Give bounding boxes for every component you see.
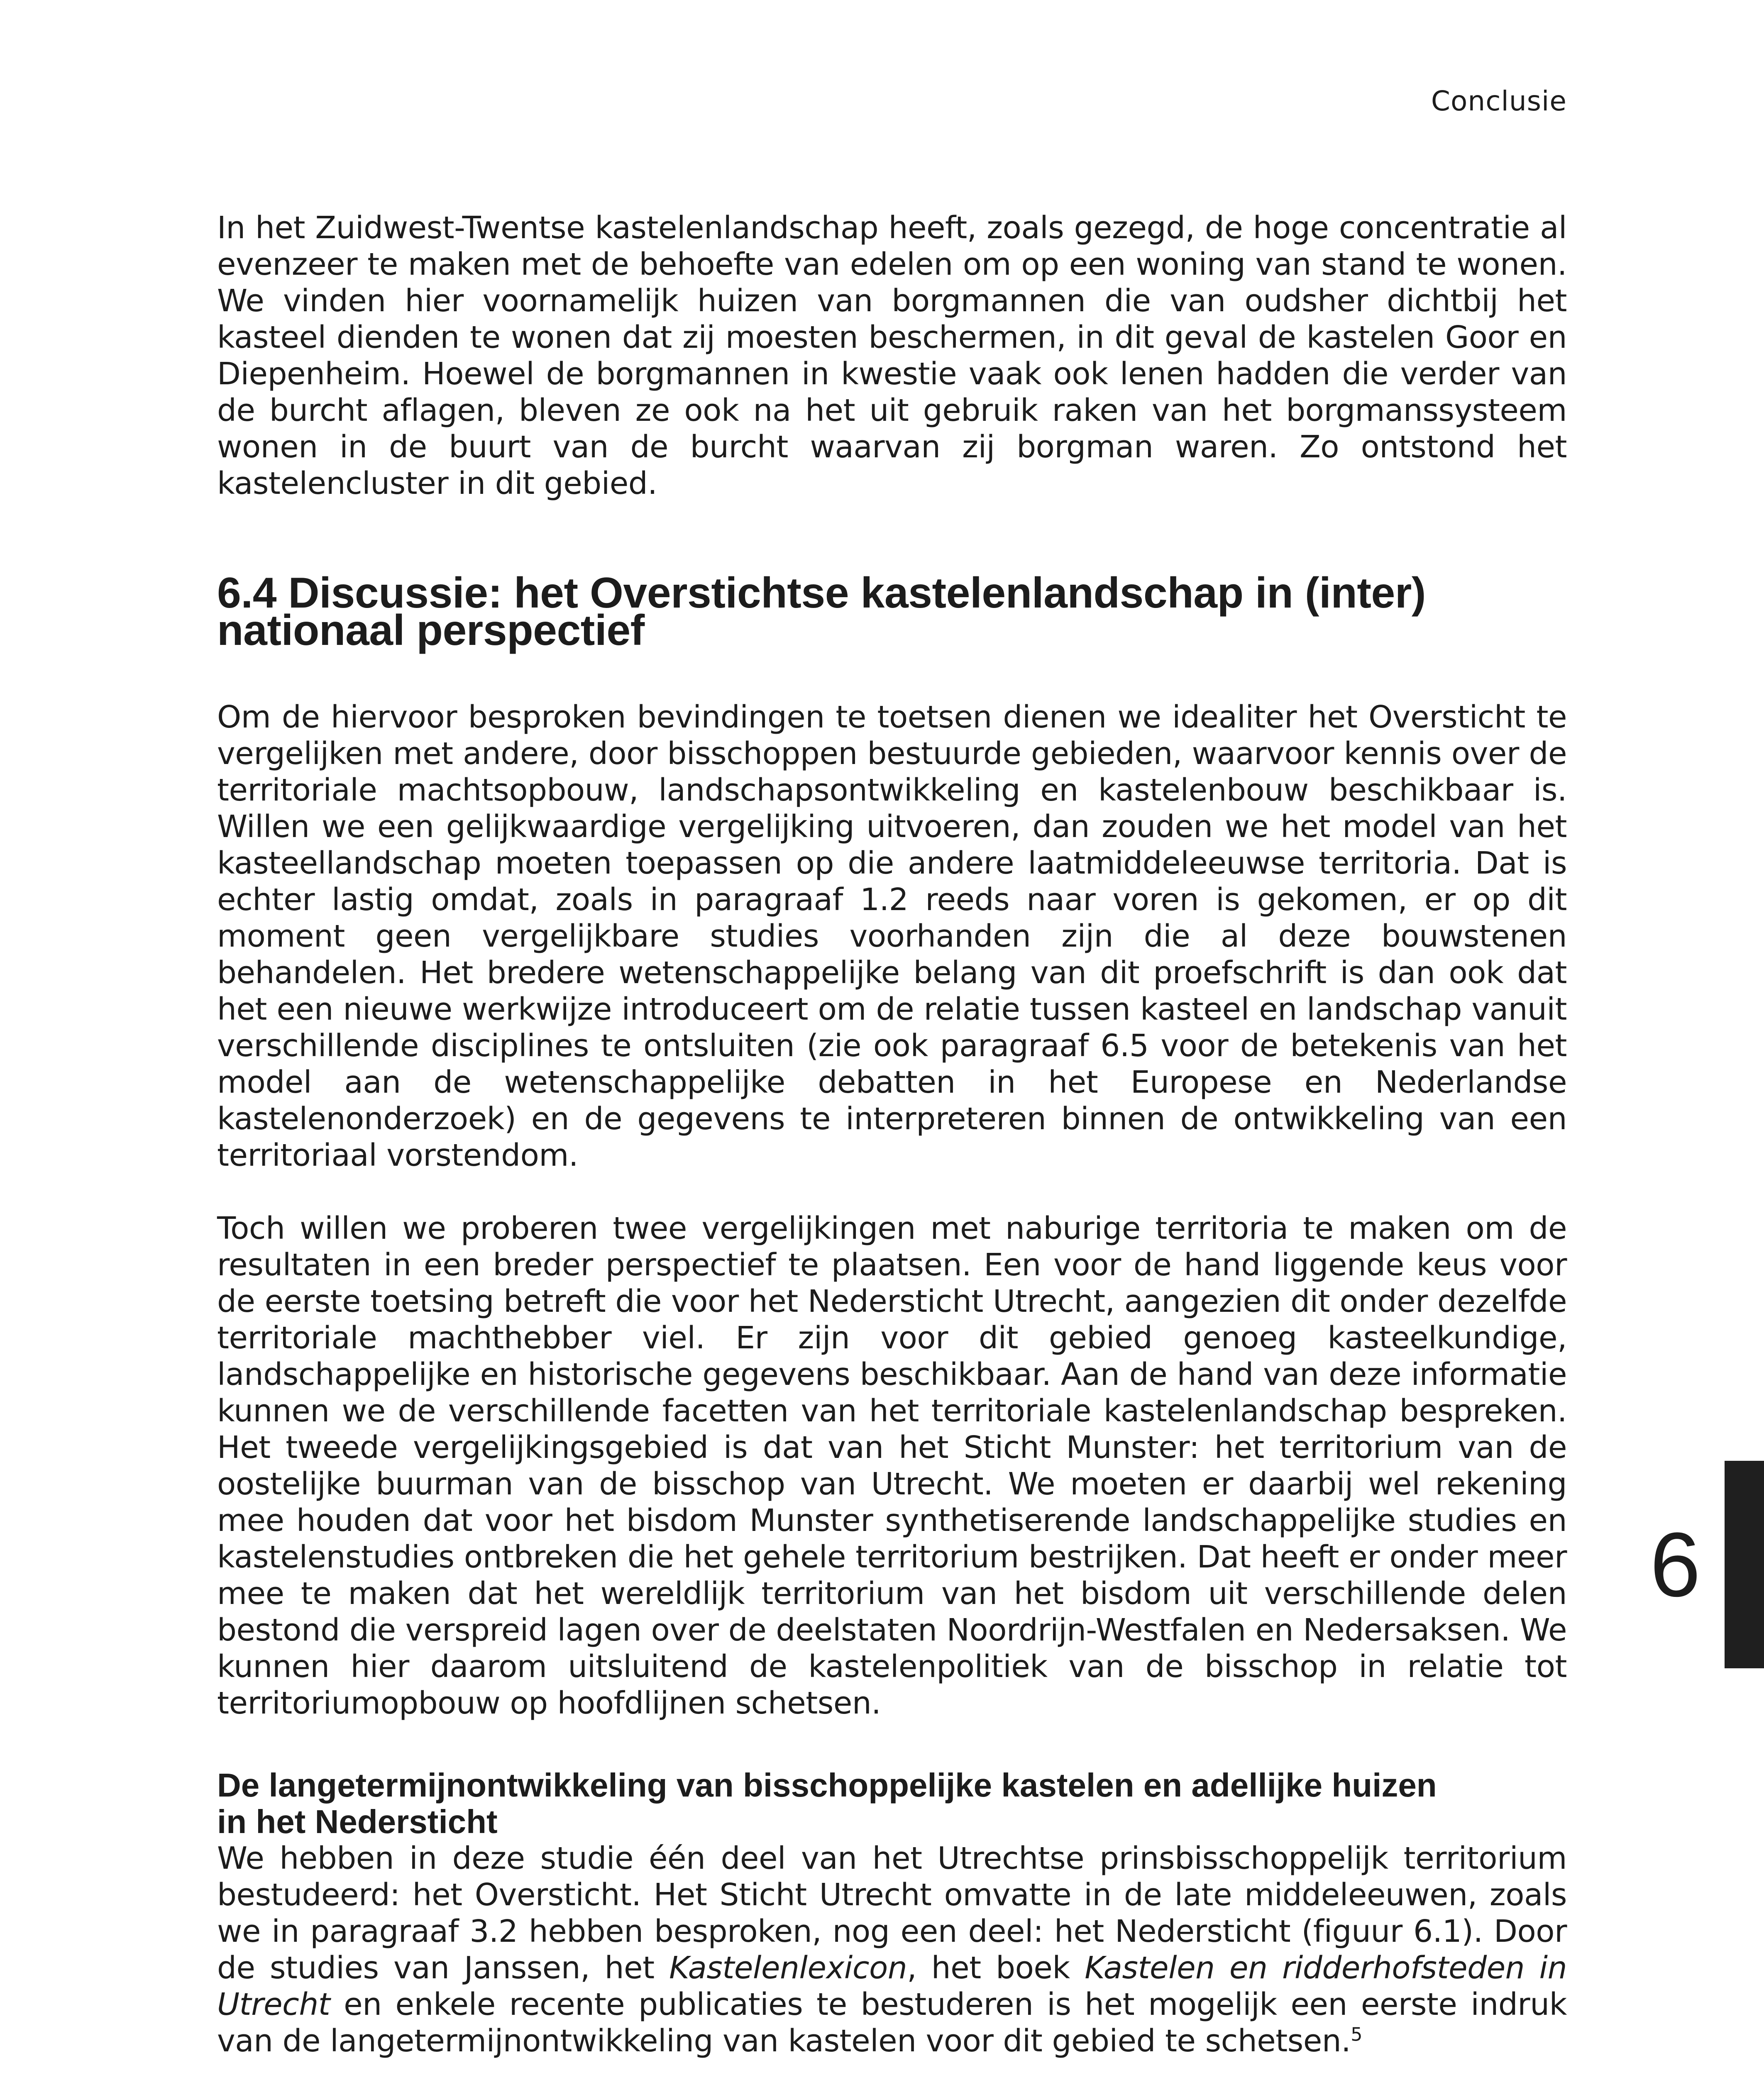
intro-paragraph: In het Zuidwest-Twentse kastelenlandschap heeft, zoals gezegd, de hoge concentratie al evenzeer te maken met de behoefte van edelen om op een woning van stand te wonen. We vinden hier voornamelijk huizen van borgmannen die van oudsher dichtbij het kasteel dienden te wonen dat zij moesten beschermen, in dit geval de kastelen Goor en Diepenheim. Hoewel de borgmannen in kwestie vaak ook lenen hadden die verder van de burcht aflagen, bleven ze ook na het uit gebruik raken van het borgmanssysteem wonen in de buurt van de burcht waarvan zij borgman waren. Zo ontstond het kastelencluster in dit gebied. bbox=[217, 210, 1567, 501]
section-paragraph-1: Om de hiervoor besproken bevindingen te toetsen dienen we idealiter het Oversticht te vergelijken met andere, door bisschoppen bestuurde gebieden, waarvoor kennis over de territoriale machtsopbouw, landschapsontwikkeling en kastelenbouw beschikbaar is. Willen we een gelijkwaardige vergelijking uitvoeren, dan zouden we het model van het kasteellandschap moeten toepassen op die andere laatmiddeleeuwse territoria. Dat is echter lastig omdat, zoals in paragraaf 1.2 reeds naar voren is gekomen, er op dit moment geen vergelijkbare studies voorhanden zijn die al deze bouwstenen behandelen. Het bredere wetenschappelijke belang van dit proefschrift is dan ook dat het een nieuwe werkwijze introduceert om de relatie tussen kasteel en landschap vanuit verschillende disciplines te ontsluiten (zie ook paragraaf 6.5 voor de betekenis van het model aan de wetenschappelijke debatten in het Europese en Nederlandse kastelenonderzoek) en de gegevens te interpreteren binnen de ontwikkeling van een territoriaal vorstendom. bbox=[217, 699, 1567, 1173]
main-content bbox=[217, 210, 1567, 2059]
subsection-text-part3: en enkele recente publicaties te bestuderen is het mogelijk een eerste indruk van de langetermijnontwikkeling van kastelen voor dit gebied te schetsen. bbox=[217, 1987, 1567, 2059]
section-heading-line2: nationaal perspectief bbox=[217, 606, 645, 654]
subsection-heading-line2: in het Nedersticht bbox=[217, 1803, 498, 1840]
chapter-number: 6 bbox=[1650, 1514, 1701, 1616]
italic-title-kastelenlexicon: Kastelenlexicon bbox=[669, 1950, 907, 1986]
footnote-reference[interactable]: 5 bbox=[1351, 2024, 1363, 2046]
running-header: Conclusie bbox=[1431, 85, 1567, 117]
section-heading bbox=[217, 569, 1567, 654]
subsection-text-part2: , het boek bbox=[907, 1950, 1085, 1986]
subsection-heading-line1: De langetermijnontwikkeling van bisschoppelijke kastelen en adellijke huizen bbox=[217, 1767, 1437, 1804]
subsection-heading bbox=[217, 1767, 1567, 1840]
subsection-paragraph bbox=[217, 1840, 1567, 2059]
subsection-text-part1: We hebben in deze studie één deel van het Utrechtse prinsbisschoppelijk territorium bestudeerd: het Oversticht. Het Sticht Utrecht omvatte in de late middeleeuwen, zoals we in paragraaf 3.2 hebben besproken, nog een deel: het Nedersticht (figuur 6.1). Door de studies van Janssen, het bbox=[217, 1841, 1567, 1986]
chapter-tab bbox=[1725, 1461, 1764, 1668]
section-heading-line1: 6.4 Discussie: het Overstichtse kastelenlandschap in (inter) bbox=[217, 569, 1426, 617]
italic-title-kastelen-utrecht: Kastelen en ridderhofsteden in Utrecht bbox=[217, 1950, 1567, 2022]
section-paragraph-2: Toch willen we proberen twee vergelijkingen met naburige territoria te maken om de resultaten in een breder perspectief te plaatsen. Een voor de hand liggende keus voor de eerste toetsing betreft die voor het Nedersticht Utrecht, aangezien dit onder dezelfde territoriale machthebber viel. Er zijn voor dit gebied genoeg kasteelkundige, landschappelijke en historische gegevens beschikbaar. Aan de hand van deze informatie kunnen we de verschillende facetten van het territoriale kastelenlandschap bespreken. Het tweede vergelijkingsgebied is dat van het Sticht Munster: het territorium van de oostelijke buurman van de bisschop van Utrecht. We moeten er daarbij wel rekening mee houden dat voor het bisdom Munster synthetiserende landschappelijke studies en kastelenstudies ontbreken die het gehele territorium bestrijken. Dat heeft er onder meer mee te maken dat het wereldlijk territorium van het bisdom uit verschillende delen bestond die verspreid lagen over de deelstaten Noordrijn-Westfalen en Nedersaksen. We kunnen hier daarom uitsluitend de kastelenpolitiek van de bisschop in relatie tot territoriumopbouw op hoofdlijnen schetsen. bbox=[217, 1211, 1567, 1721]
